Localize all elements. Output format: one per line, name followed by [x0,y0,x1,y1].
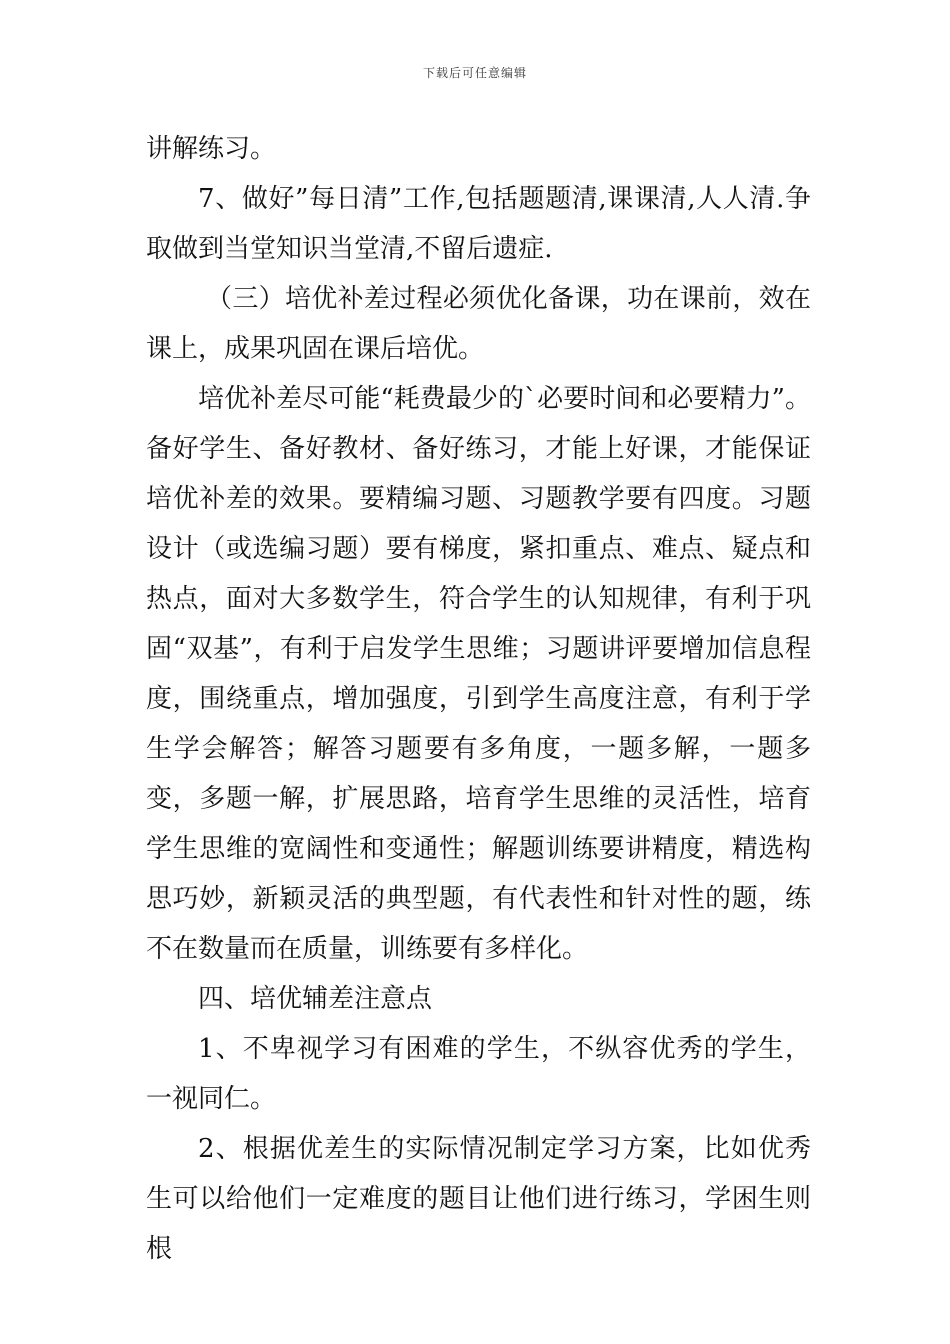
document-body [146,124,811,1274]
section-heading-four: 四、培优辅差注意点 [198,984,433,1014]
paragraph-lesson-prep: 培优补差尽可能“耗费最少的`必要时间和必要精力”。备好学生、备好教材、备好练习，才能上好课，才能保证培优补差的效果。要精编习题、习题教学要有四度。习题设计（或选编习题）要有梯度，紧扣重点、难点、疑点和热点，面对大多数学生，符合学生的认知规律，有利于巩固“双基”，有利于启发学生思维；习题讲评要增加信息程度，围绕重点，增加强度，引到学生高度注意，有利于学生学会解答；解答习题要有多角度，一题多解，一题多变，多题一解，扩展思路，培育学生思维的灵活性，培育学生思维的宽阔性和变通性；解题训练要讲精度，精选构思巧妙，新颖灵活的典型题，有代表性和针对性的题，练不在数量而在质量，训练要有多样化。 [146,384,811,964]
page-header: 下载后可任意编辑 [422,66,527,80]
paragraph-section-three: （三）培优补差过程必须优化备课，功在课前，效在课上，成果巩固在课后培优。 [146,284,811,364]
paragraph-daily-clear: 7、做好”每日清”工作,包括题题清,课课清,人人清.争取做到当堂知识当堂清,不留后遗症. [146,184,811,264]
paragraph-point-two: 2、根据优差生的实际情况制定学习方案，比如优秀生可以给他们一定难度的题目让他们进行练习，学困生则根 [146,1134,811,1264]
paragraph-point-one: 1、不卑视学习有困难的学生，不纵容优秀的学生，一视同仁。 [146,1034,811,1114]
paragraph-continuation: 讲解练习。 [146,134,277,164]
